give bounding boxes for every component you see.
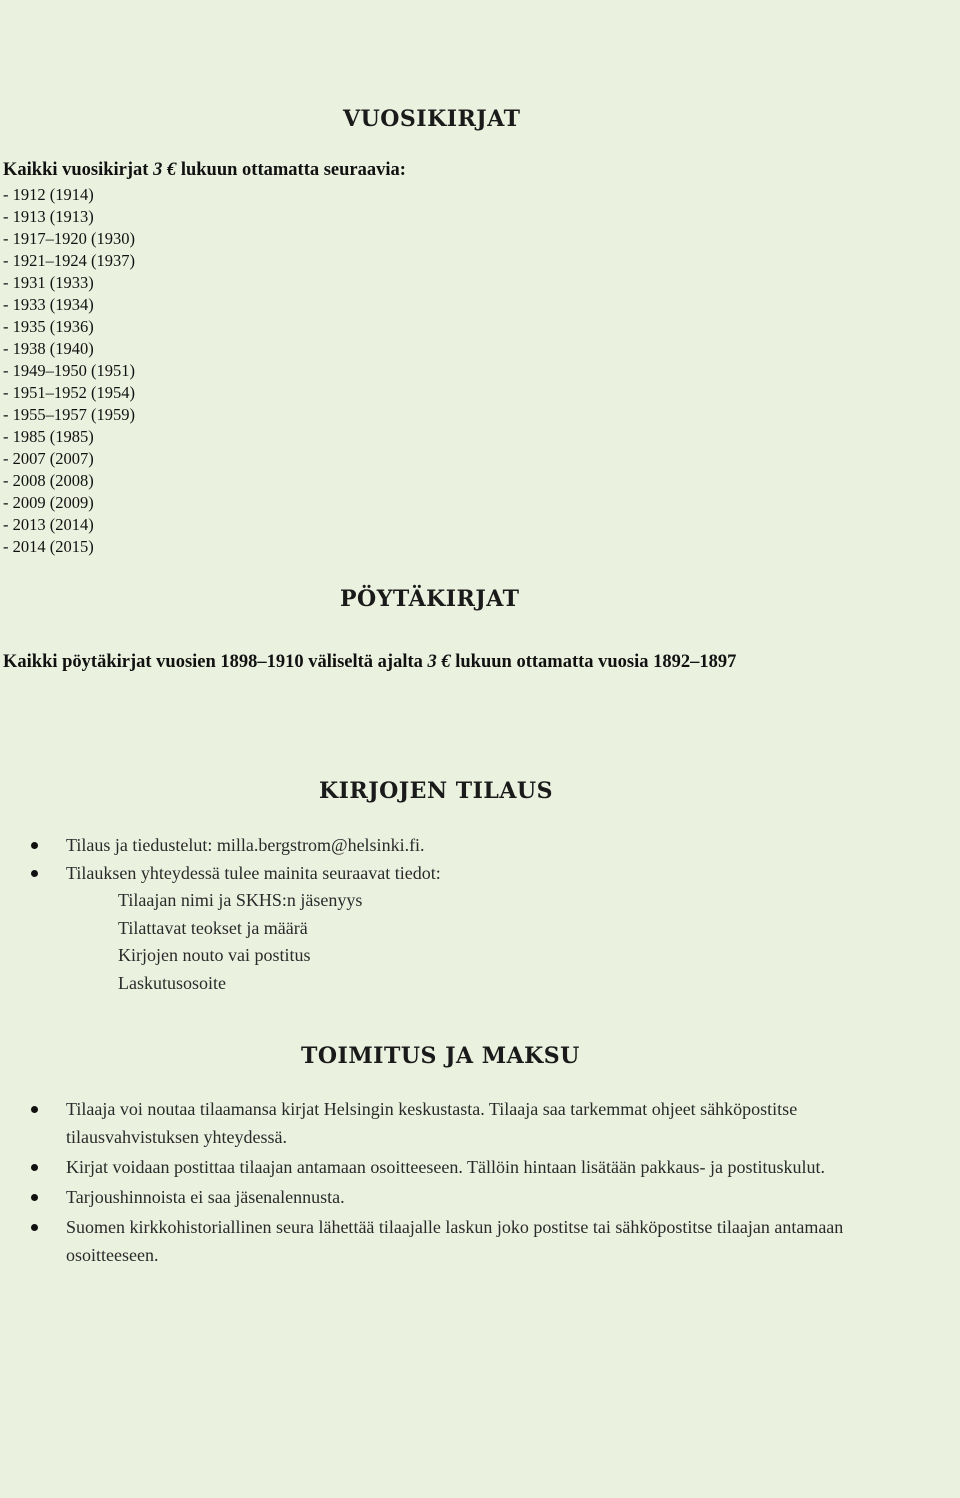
year-exceptions-list <box>3 184 135 558</box>
vuosikirjat-intro <box>3 160 406 181</box>
list-item: - 1921–1924 (1937) <box>3 251 135 270</box>
list-item <box>0 859 900 997</box>
kirjojen-tilaus-heading: KIRJOJEN TILAUS <box>319 778 553 804</box>
list-item: Tilattavat teokset ja määrä <box>118 917 308 938</box>
order-info-list <box>0 831 900 997</box>
intro-post: lukuun ottamatta seuraavia: <box>176 160 406 180</box>
price-label: 3 € <box>427 652 451 672</box>
vuosikirjat-heading: VUOSIKIRJAT <box>343 106 521 132</box>
list-item: - 1912 (1914) <box>3 185 94 204</box>
list-item: - 1931 (1933) <box>3 273 94 292</box>
list-item: Suomen kirkkohistoriallinen seura lähettää tilaajalle laskun joko postitse tai sähköpostitse tilaajan antamaan osoitteeseen. <box>0 1213 860 1269</box>
list-item: - 1955–1957 (1959) <box>3 405 135 424</box>
list-item: - 1913 (1913) <box>3 207 94 226</box>
list-item: - 1949–1950 (1951) <box>3 361 135 380</box>
list-item: Kirjojen nouto vai postitus <box>118 945 311 965</box>
list-item: Tilaaja voi noutaa tilaamansa kirjat Helsingin keskustasta. Tilaaja saa tarkemmat ohjeet sähköpostitse tilausvahvistuksen yhteydessä. <box>0 1095 860 1151</box>
list-item: - 1933 (1934) <box>3 295 94 314</box>
poytakirjat-text <box>3 652 736 673</box>
pk-text-pre: Kaikki pöytäkirjat vuosien 1898–1910 väliseltä ajalta <box>3 652 428 672</box>
poytakirjat-heading: PÖYTÄKIRJAT <box>340 586 520 612</box>
order-details-list <box>66 887 900 997</box>
list-item: Kirjat voidaan postittaa tilaajan antamaan osoitteeseen. Tällöin hintaan lisätään pakkaus- ja postituskulut. <box>0 1153 860 1181</box>
list-item: - 1917–1920 (1930) <box>3 229 135 248</box>
list-item: Laskutusosoite <box>118 972 226 993</box>
order-contact-text: Tilaus ja tiedustelut: milla.bergstrom@helsinki.fi. <box>66 835 425 855</box>
list-item <box>0 831 900 859</box>
list-item: - 2008 (2008) <box>3 471 94 490</box>
list-item: - 2007 (2007) <box>3 449 94 468</box>
list-item: - 1985 (1985) <box>3 427 94 446</box>
delivery-payment-list <box>0 1095 860 1271</box>
order-required-text: Tilauksen yhteydessä tulee mainita seuraavat tiedot: <box>66 863 441 883</box>
list-item: - 2009 (2009) <box>3 493 94 512</box>
list-item: - 1938 (1940) <box>3 339 94 358</box>
price-label: 3 € <box>153 160 177 180</box>
list-item: - 2014 (2015) <box>3 537 94 556</box>
list-item: Tarjoushinnoista ei saa jäsenalennusta. <box>0 1183 860 1211</box>
list-item: Tilaajan nimi ja SKHS:n jäsenyys <box>118 890 363 910</box>
list-item: - 1935 (1936) <box>3 317 94 336</box>
intro-pre: Kaikki vuosikirjat <box>3 160 154 180</box>
pk-text-post: lukuun ottamatta vuosia 1892–1897 <box>450 652 737 672</box>
list-item: - 1951–1952 (1954) <box>3 383 135 402</box>
toimitus-heading: TOIMITUS JA MAKSU <box>301 1043 580 1069</box>
list-item: - 2013 (2014) <box>3 515 94 534</box>
